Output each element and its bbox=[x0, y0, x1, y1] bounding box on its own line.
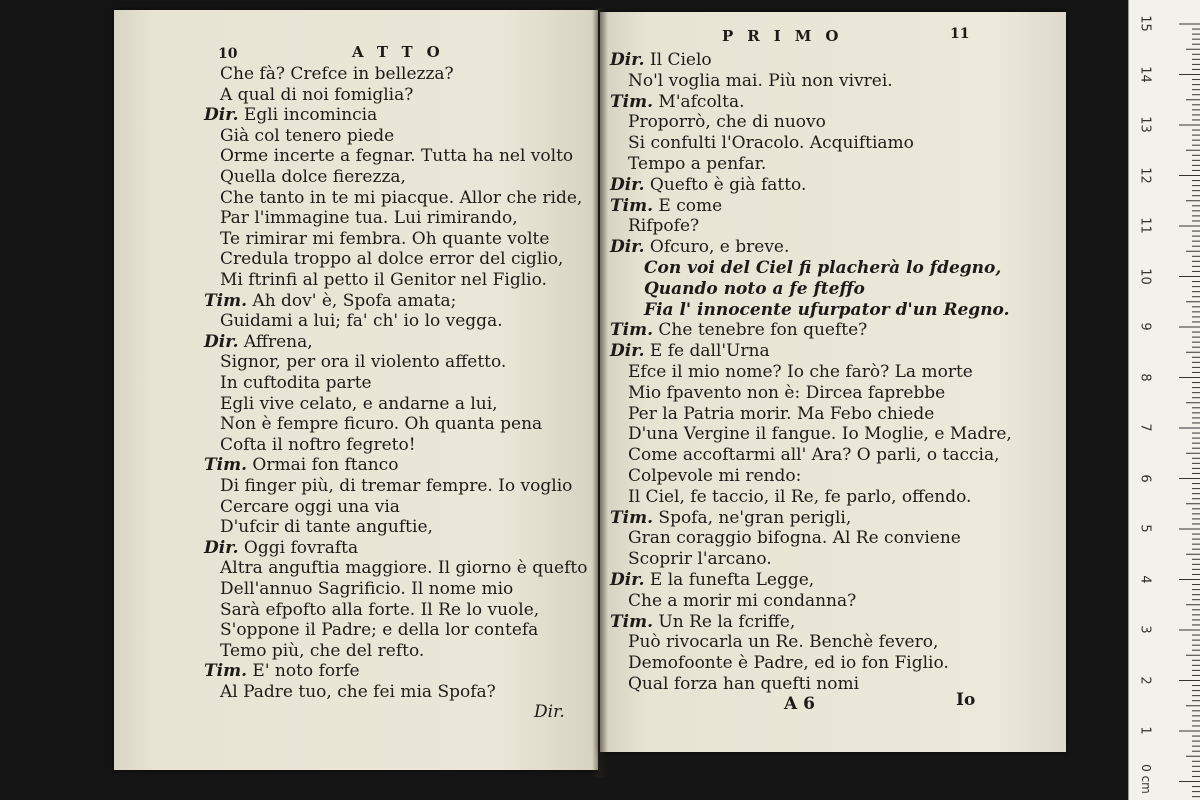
text-line bbox=[610, 570, 814, 590]
line-text: Egli incomincia bbox=[243, 105, 378, 126]
text-line bbox=[644, 258, 1001, 278]
ruler-number: 2 bbox=[1137, 675, 1153, 685]
line-text: Ah dov' è, Spofa amata; bbox=[252, 290, 457, 311]
line-text: Che a morir mi condanna? bbox=[628, 590, 857, 611]
text-line bbox=[628, 133, 914, 153]
speaker-label: Tim. bbox=[610, 91, 654, 112]
line-text: Scoprir l'arcano. bbox=[628, 549, 772, 570]
text-line bbox=[628, 216, 699, 236]
left-catchword: Dir. bbox=[534, 702, 565, 722]
line-text: Par l'immagine tua. Lui rimirando, bbox=[220, 208, 518, 229]
text-line bbox=[644, 279, 865, 299]
text-line bbox=[610, 320, 867, 340]
ruler-number: 9 bbox=[1137, 322, 1153, 331]
text-line bbox=[220, 600, 539, 620]
line-text: Un Re la fcriffe, bbox=[658, 611, 796, 632]
speaker-label: Dir. bbox=[610, 237, 645, 258]
text-line bbox=[204, 538, 358, 558]
line-text: Che tenebre fon quefte? bbox=[658, 320, 868, 341]
line-text: Ofcuro, e breve. bbox=[649, 237, 790, 258]
text-line bbox=[220, 476, 572, 496]
text-line bbox=[220, 352, 506, 372]
text-line bbox=[220, 270, 547, 290]
text-line bbox=[220, 373, 372, 393]
line-text: Già col tenero piede bbox=[220, 125, 395, 146]
text-line bbox=[204, 455, 398, 475]
line-text: Cercare oggi una via bbox=[220, 496, 400, 517]
text-line bbox=[628, 424, 1012, 444]
line-text: A qual di noi fomiglia? bbox=[220, 84, 414, 105]
ruler-number: 8 bbox=[1137, 372, 1153, 382]
text-line bbox=[610, 341, 770, 361]
line-text: E come bbox=[658, 195, 723, 216]
text-line bbox=[628, 528, 961, 548]
text-line bbox=[220, 558, 587, 578]
text-line bbox=[610, 612, 795, 632]
line-text: Affrena, bbox=[243, 331, 313, 352]
line-text: Spofa, ne'gran perigli, bbox=[658, 507, 852, 528]
text-line bbox=[610, 175, 806, 195]
line-text: Dell'annuo Sagrificio. Il nome mio bbox=[220, 579, 514, 599]
line-text: Non è fempre ficuro. Oh quanta pena bbox=[220, 414, 543, 435]
text-line bbox=[204, 661, 360, 681]
text-line bbox=[644, 300, 1010, 320]
text-line bbox=[628, 112, 826, 132]
text-line bbox=[220, 497, 400, 517]
line-text: Il Cielo bbox=[649, 50, 712, 70]
text-line bbox=[220, 394, 498, 414]
ruler-number: 3 bbox=[1137, 625, 1153, 634]
speaker-label: Tim. bbox=[204, 455, 248, 476]
text-line bbox=[204, 332, 313, 352]
text-line bbox=[628, 632, 938, 652]
line-text: Mi ftrinfi al petto il Genitor nel Figlio. bbox=[220, 270, 547, 290]
line-text: Si confulti l'Oracolo. Acquiftiamo bbox=[628, 133, 914, 154]
ruler-number: 7 bbox=[1137, 423, 1153, 432]
text-line bbox=[220, 517, 433, 537]
speaker-label: Dir. bbox=[204, 331, 239, 352]
line-text: Con voi del Ciel fi placherà lo fdegno, bbox=[644, 258, 1002, 278]
speaker-label: Dir. bbox=[610, 341, 645, 362]
speaker-label: Dir. bbox=[204, 537, 239, 558]
right-page bbox=[600, 12, 1066, 752]
line-text: Il Ciel, fe taccio, il Re, fe parlo, offendo. bbox=[628, 486, 972, 507]
text-line bbox=[220, 64, 454, 84]
text-line bbox=[628, 487, 971, 507]
ruler-number: 12 bbox=[1137, 166, 1153, 184]
speaker-label: Dir. bbox=[610, 50, 645, 70]
line-text: E fe dall'Urna bbox=[649, 341, 770, 362]
ruler-unit-label: 0 cm bbox=[1138, 764, 1153, 794]
text-line bbox=[204, 291, 456, 311]
text-line bbox=[628, 362, 973, 382]
text-line bbox=[220, 126, 394, 146]
text-line bbox=[628, 71, 893, 91]
line-text: M'afcolta. bbox=[658, 91, 745, 112]
ruler-number: 10 bbox=[1137, 267, 1153, 285]
right-running-head: PRIMO bbox=[722, 27, 853, 45]
text-line bbox=[628, 674, 859, 694]
line-text: D'ufcir di tante anguftie, bbox=[220, 517, 433, 538]
line-text: Ormai fon ftanco bbox=[252, 455, 399, 476]
book-gutter bbox=[592, 8, 608, 778]
left-running-head: ATTO bbox=[352, 43, 454, 61]
speaker-label: Dir. bbox=[204, 105, 239, 126]
text-line bbox=[610, 237, 789, 257]
line-text: Al Padre tuo, che fei mia Spofa? bbox=[220, 682, 496, 702]
line-text: D'una Vergine il fangue. Io Moglie, e Madre, bbox=[628, 424, 1012, 445]
line-text: Colpevole mi rendo: bbox=[628, 466, 802, 486]
text-line bbox=[220, 85, 413, 105]
speaker-label: Dir. bbox=[610, 570, 645, 590]
right-catchword: Io bbox=[956, 690, 976, 710]
line-text: Quando noto a fe fteffo bbox=[644, 278, 865, 299]
ruler-number: 13 bbox=[1137, 116, 1153, 133]
text-line bbox=[628, 445, 1000, 465]
ruler-number: 15 bbox=[1137, 15, 1153, 32]
line-text: Efce il mio nome? Io che farò? La morte bbox=[628, 362, 973, 382]
text-line bbox=[610, 92, 745, 112]
text-line bbox=[220, 229, 549, 249]
line-text: Come accoftarmi all' Ara? O parli, o taccia, bbox=[628, 445, 1000, 466]
text-line bbox=[220, 641, 424, 661]
text-line bbox=[220, 414, 542, 434]
measuring-ruler bbox=[1128, 0, 1200, 800]
line-text: Tempo a penfar. bbox=[628, 154, 767, 174]
line-text: Guidami a lui; fa' ch' io lo vegga. bbox=[220, 311, 503, 332]
line-text: Proporrò, che di nuovo bbox=[628, 112, 826, 133]
line-text: E' noto forfe bbox=[252, 661, 360, 682]
text-line bbox=[204, 105, 377, 125]
line-text: Gran coraggio bifogna. Al Re conviene bbox=[628, 528, 961, 549]
text-line bbox=[628, 591, 856, 611]
ruler-number: 4 bbox=[1137, 574, 1153, 584]
line-text: Che fà? Crefce in bellezza? bbox=[220, 64, 454, 84]
ruler-number: 11 bbox=[1137, 217, 1153, 234]
line-text: No'l voglia mai. Più non vivrei. bbox=[628, 70, 893, 91]
speaker-label: Tim. bbox=[610, 611, 654, 632]
text-line bbox=[220, 620, 538, 640]
left-page-number: 10 bbox=[218, 46, 238, 62]
line-text: Credula troppo al dolce error del ciglio, bbox=[220, 249, 564, 270]
speaker-label: Tim. bbox=[610, 507, 654, 528]
text-line bbox=[220, 682, 496, 702]
line-text: Temo più, che del refto. bbox=[220, 640, 425, 661]
text-line bbox=[628, 404, 934, 424]
text-line bbox=[220, 167, 406, 187]
line-text: Di finger più, di tremar fempre. Io voglio bbox=[220, 476, 573, 496]
line-text: Qual forza han quefti nomi bbox=[628, 674, 860, 694]
line-text: Quefto è già fatto. bbox=[649, 174, 807, 195]
text-line bbox=[220, 311, 503, 331]
line-text: Mio fpavento non è: Dircea faprebbe bbox=[628, 382, 946, 403]
line-text: Quella dolce fierezza, bbox=[220, 167, 406, 187]
text-line bbox=[628, 653, 949, 673]
line-text: Che tanto in te mi piacque. Allor che ride, bbox=[220, 187, 583, 208]
speaker-label: Tim. bbox=[610, 195, 654, 216]
line-text: Rifpofe? bbox=[628, 216, 700, 237]
line-text: In cuftodita parte bbox=[220, 373, 372, 393]
speaker-label: Tim. bbox=[204, 290, 248, 311]
text-line bbox=[610, 508, 851, 528]
text-line bbox=[220, 146, 573, 166]
ruler-number: 6 bbox=[1137, 473, 1153, 483]
line-text: S'oppone il Padre; e della lor contefa bbox=[220, 620, 539, 641]
text-line bbox=[220, 188, 582, 208]
text-line bbox=[628, 549, 772, 569]
ruler-number: 1 bbox=[1137, 726, 1153, 735]
text-line bbox=[220, 579, 513, 599]
line-text: Altra anguftia maggiore. Il giorno è quefto bbox=[220, 558, 588, 579]
line-text: Cofta il noftro fegreto! bbox=[220, 434, 416, 455]
line-text: Demofoonte è Padre, ed io fon Figlio. bbox=[628, 653, 949, 674]
text-line bbox=[610, 50, 712, 70]
line-text: Oggi fovrafta bbox=[243, 537, 359, 558]
line-text: Te rimirar mi fembra. Oh quante volte bbox=[220, 228, 550, 249]
signature-mark: A 6 bbox=[784, 694, 815, 714]
text-line bbox=[628, 154, 766, 174]
line-text: Fia l' innocente ufurpator d'un Regno. bbox=[644, 299, 1010, 320]
left-page bbox=[114, 10, 598, 770]
line-text: Egli vive celato, e andarne a lui, bbox=[220, 393, 498, 414]
line-text: Signor, per ora il violento affetto. bbox=[220, 352, 507, 373]
line-text: Può rivocarla un Re. Benchè fevero, bbox=[628, 632, 939, 653]
text-line bbox=[220, 249, 563, 269]
ruler-number: 14 bbox=[1137, 65, 1153, 83]
speaker-label: Tim. bbox=[204, 661, 248, 682]
text-line bbox=[220, 208, 518, 228]
text-line bbox=[610, 196, 722, 216]
line-text: Per la Patria morir. Ma Febo chiede bbox=[628, 403, 935, 424]
line-text: Sarà efpofto alla forte. Il Re lo vuole, bbox=[220, 599, 540, 620]
text-line bbox=[628, 466, 801, 486]
text-line bbox=[220, 435, 416, 455]
speaker-label: Dir. bbox=[610, 174, 645, 195]
ruler-number: 5 bbox=[1137, 524, 1153, 533]
line-text: E la funefta Legge, bbox=[649, 570, 815, 590]
text-line bbox=[628, 383, 945, 403]
right-page-number: 11 bbox=[950, 26, 970, 42]
speaker-label: Tim. bbox=[610, 320, 654, 341]
line-text: Orme incerte a fegnar. Tutta ha nel volto bbox=[220, 146, 574, 167]
